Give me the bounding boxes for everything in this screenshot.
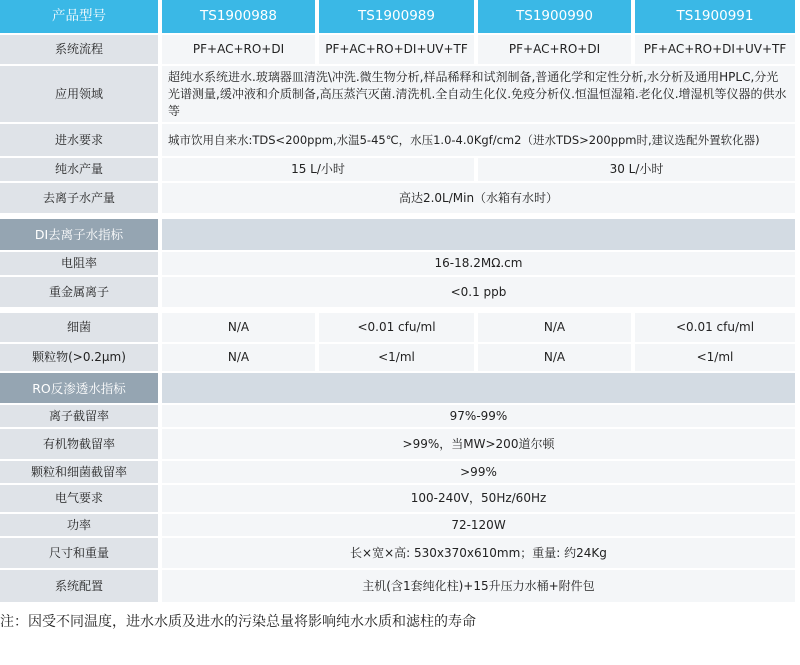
table-cell: 16-18.2MΩ.cm <box>162 252 795 275</box>
section-band <box>162 219 795 250</box>
table-row <box>0 277 795 307</box>
table-cell: 高达2.0L/Min（水箱有水时） <box>162 183 795 213</box>
row-label: 离子截留率 <box>0 405 158 427</box>
row-label: 功率 <box>0 514 158 536</box>
table-cell: >99% <box>162 461 795 483</box>
section-title: RO反渗透水指标 <box>0 373 158 403</box>
table-cell: <1/ml <box>635 344 795 371</box>
table-cell: >99%，当MW>200道尔顿 <box>162 429 795 459</box>
row-label: 有机物截留率 <box>0 429 158 459</box>
table-row <box>0 252 795 275</box>
table-row <box>0 485 795 512</box>
table-cell: 城市饮用自来水:TDS<200ppm,水温5-45℃，水压1.0-4.0Kgf/cm2（进水TDS>200ppm时,建议选配外置软化器) <box>162 124 795 156</box>
table-row <box>0 429 795 459</box>
table-row <box>0 344 795 371</box>
row-label: 颗粒物(>0.2μm) <box>0 344 158 371</box>
row-label: 电气要求 <box>0 485 158 512</box>
table-cell: PF+AC+RO+DI+UV+TF <box>319 35 474 64</box>
table-cell: PF+AC+RO+DI <box>162 35 315 64</box>
table-row <box>0 570 795 602</box>
table-cell: PF+AC+RO+DI <box>478 35 631 64</box>
header-label: 产品型号 <box>0 0 158 33</box>
table-row <box>0 35 795 64</box>
table-row <box>0 538 795 568</box>
table-cell: 97%-99% <box>162 405 795 427</box>
row-label: 细菌 <box>0 313 158 342</box>
table-cell: 100-240V，50Hz/60Hz <box>162 485 795 512</box>
table-cell: <0.01 cfu/ml <box>319 313 474 342</box>
model-header-3: TS1900990 <box>478 0 631 33</box>
table-cell: 超纯水系统进水.玻璃器皿清洗\冲洗.微生物分析,样品稀释和试剂制备,普通化学和定性分析,水分析及通用HPLC,分光光谱测量,缓冲液和介质制备,高压蒸汽灭菌.清洗机.全自动生化仪.免疫分析仪.恒温恒湿箱.老化仪.增湿机等仪器的供水等 <box>162 66 795 122</box>
table-cell: <1/ml <box>319 344 474 371</box>
table-row <box>0 183 795 213</box>
table-cell: N/A <box>162 344 315 371</box>
section-header-row <box>0 219 795 250</box>
row-label: 尺寸和重量 <box>0 538 158 568</box>
row-label: 去离子水产量 <box>0 183 158 213</box>
section-header-row <box>0 373 795 403</box>
row-label: 纯水产量 <box>0 158 158 181</box>
row-label: 系统配置 <box>0 570 158 602</box>
table-row <box>0 158 795 181</box>
row-label: 电阻率 <box>0 252 158 275</box>
table-cell: 主机(含1套纯化柱)+15升压力水桶+附件包 <box>162 570 795 602</box>
row-label: 重金属离子 <box>0 277 158 307</box>
table-cell: <0.01 cfu/ml <box>635 313 795 342</box>
table-cell: N/A <box>478 313 631 342</box>
table-cell: 长×宽×高: 530x370x610mm；重量: 约24Kg <box>162 538 795 568</box>
table-row <box>0 461 795 483</box>
table-cell: 15 L/小时 <box>162 158 474 181</box>
footnote: 注：因受不同温度，进水水质及进水的污染总量将影响纯水水质和滤柱的寿命 <box>0 614 476 630</box>
table-row <box>0 66 795 122</box>
model-header-1: TS1900988 <box>162 0 315 33</box>
table-cell: PF+AC+RO+DI+UV+TF <box>635 35 795 64</box>
table-row <box>0 514 795 536</box>
section-band <box>162 373 795 403</box>
table-row <box>0 313 795 342</box>
row-label: 系统流程 <box>0 35 158 64</box>
row-label: 进水要求 <box>0 124 158 156</box>
table-cell: 72-120W <box>162 514 795 536</box>
table-cell: N/A <box>162 313 315 342</box>
section-title: DI去离子水指标 <box>0 219 158 250</box>
row-label: 颗粒和细菌截留率 <box>0 461 158 483</box>
table-header-row <box>0 0 795 33</box>
table-cell: 30 L/小时 <box>478 158 795 181</box>
table-row <box>0 405 795 427</box>
table-cell: <0.1 ppb <box>162 277 795 307</box>
model-header-4: TS1900991 <box>635 0 795 33</box>
table-row <box>0 124 795 156</box>
row-label: 应用领域 <box>0 66 158 122</box>
model-header-2: TS1900989 <box>319 0 474 33</box>
table-cell: N/A <box>478 344 631 371</box>
